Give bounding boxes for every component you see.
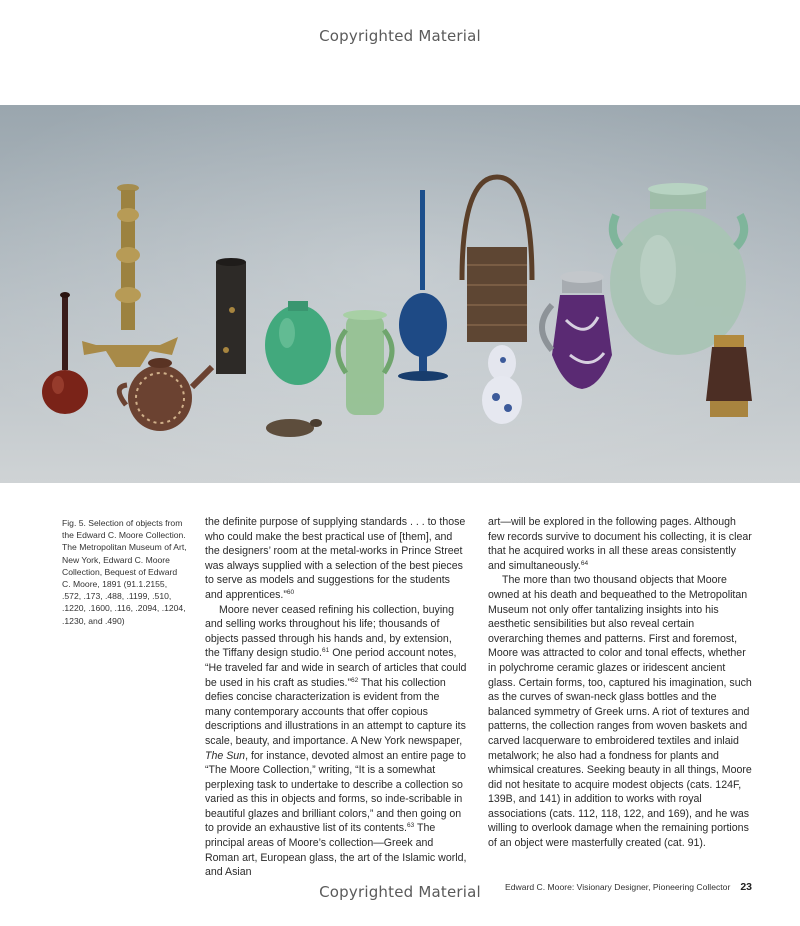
footnote-ref: 61 [322,647,330,655]
collection-photograph [0,105,800,483]
footnote-ref: 64 [580,559,589,567]
paragraph: the definite purpose of supplying standards . . . to those who could make the best practical use of [them], and the designers’ room at the metal-works in Prince Street was always supplied with a selection of the best pieces to serve as models and suggestions for the students and apprentices.”$^{60}$ [205,516,466,601]
green-glass-urn [338,310,392,415]
figure-caption: Fig. 5. Selection of objects from the Edward C. Moore Collection. The Metropolitan Museum of Art, New York, Edward C. Moore Collection, Bequest of Edward C. Moore, 1891 (91.1.2155, .572, .173, .488, .1199, .510, .1220, .1600, .116, .2094, .1204, .1230, and .490) [62,518,187,626]
paragraph: art—will be explored in the following pages. Although few records survive to document his collecting, it is clear that he acquired works in all these areas consistently and simultaneously.$^{64}$ [488,516,752,572]
footnote-ref: 62 [351,676,359,684]
footnote-ref: 63 [406,822,415,830]
body-column-middle [205,515,467,880]
copyright-watermark-bottom: Copyrighted Material [319,883,481,901]
body-column-right [488,515,752,851]
running-head: Edward C. Moore: Visionary Designer, Pioneering Collector [505,882,731,892]
newspaper-title: The Sun [205,749,246,762]
footnote-ref: 60 [286,588,295,596]
page-footer [505,881,752,893]
paragraph: Moore never ceased refining his collection, buying and selling works throughout his life; thousands of objects passed through his hands and, by extension, the Tiffany design studio.$^{61}$ One period account notes, “He traveled far and wide in search of articles that could be used in his craft as studies.”$^{62}$ That his collection defies concise characterization is evident from the many contemporary accounts that offer copious descriptions and illustrations in an attempt to capture its scale, beauty, and importance. A New York newspaper, The Sun, for instance, devoted almost an entire page to “The Moore Collection,” writing, “It is a somewhat perplexing task to undertake to describe a collection so varied as this in objects and forms, so inde-scribable in beautiful glazes and brilliant colors,” and then going on to provide an exhaustive list of its contents.$^{63}$ The principal areas of Moore’s collection—Greek and Roman art, European glass, the art of the Islamic world, and Asian [205,603,467,879]
bronze-square-vase [706,335,752,417]
page-number: 23 [740,881,752,893]
copyright-watermark-top: Copyrighted Material [319,27,481,45]
paragraph: The more than two thousand objects that Moore owned at his death and bequeathed to the Metropolitan Museum not only offer tantalizing insights into his aesthetic sensibilities but also reveal certain overarching themes and patterns. First and foremost, Moore was attracted to color and tonal effects, whether in polychrome ceramic glazes or iridescent ancient glass. Certain forms, too, captured his imagination, such as the curves of swan-neck glass bottles and the balanced symmetry of Greek urns. A riot of textures and patterns, the collection ranges from woven baskets and carved lacquerware to embroidered textiles and inlaid metalwork; he also had a fondness for plants and whimsical creatures. Seeking beauty in all things, Moore did not hesitate to acquire modest objects (cats. 124F, 139B, and 141) in addition to works with royal associations (cats. 112, 118, 122, and 169), and he was willing to overlook damage when the remaining portions of an object were masterfully created (cat. 91). [488,574,752,850]
black-cylinder-vase [216,258,246,374]
